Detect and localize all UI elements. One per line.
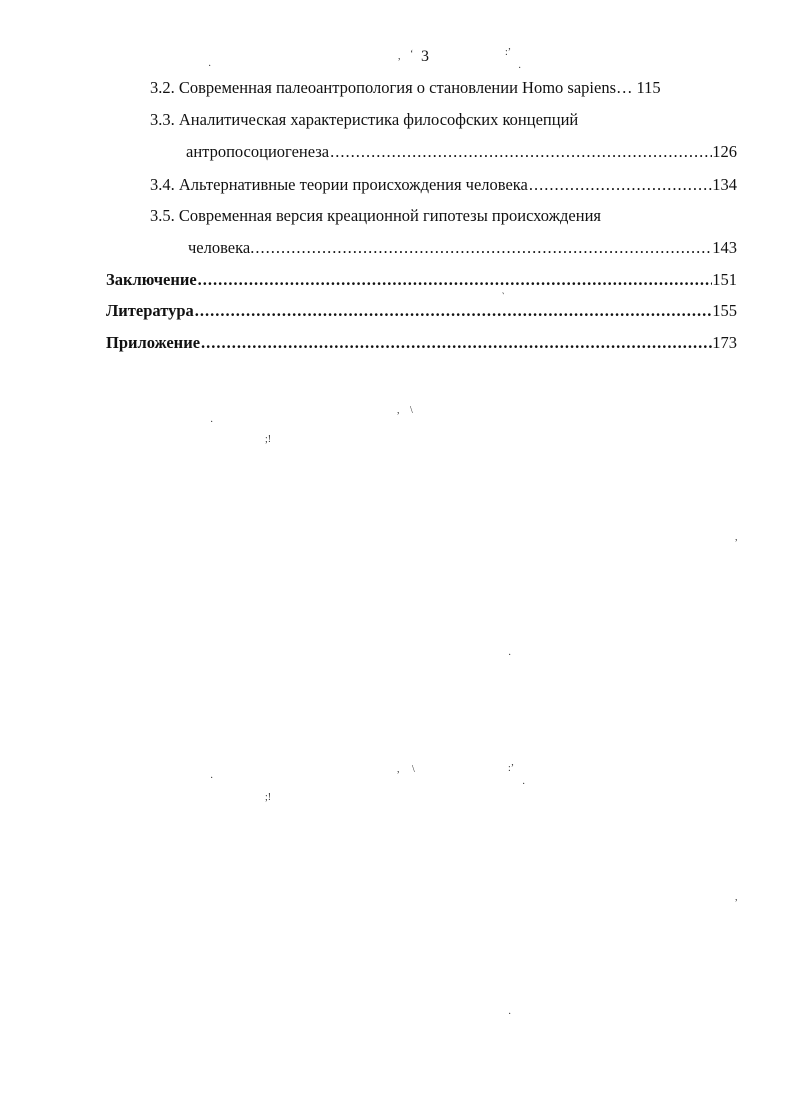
toc-entry-title: 3.3. Аналитическая характеристика философских концепций xyxy=(150,110,579,129)
scan-speck: · xyxy=(208,61,212,72)
toc-entry-3-4 xyxy=(150,175,737,195)
toc-entry-title: 3.5. Современная версия креационной гипотезы происхождения xyxy=(150,206,602,225)
toc-entry-page: 155 xyxy=(712,301,737,320)
toc-entry-title: 3.4. Альтернативные теории происхождения человека xyxy=(150,175,528,194)
scan-speck: , xyxy=(735,892,738,903)
toc-entry-title: человека. xyxy=(188,238,255,257)
toc-entry-appendix xyxy=(106,333,737,353)
scan-speck: :’ xyxy=(508,763,515,774)
scan-speck: ;! xyxy=(265,434,272,445)
scan-speck: · xyxy=(522,779,526,790)
toc-entry-3-5 xyxy=(150,206,737,226)
toc-leader-dots xyxy=(329,142,712,162)
toc-entry-page: 134 xyxy=(712,175,737,194)
toc-entry-page: 151 xyxy=(712,270,737,289)
scan-speck: · xyxy=(210,773,214,784)
scan-speck: :’ xyxy=(505,47,512,58)
toc-entry-title: 3.2. Современная палеоантропология о становлении Homo sapiens… xyxy=(150,78,633,97)
toc-entry-title: Заключение xyxy=(106,270,197,289)
toc-entry-title: Литература xyxy=(106,301,194,320)
scan-speck: , xyxy=(735,532,738,543)
toc-entry-3-3 xyxy=(150,110,735,130)
toc-leader-dots xyxy=(197,270,713,290)
scan-speck: \ xyxy=(410,405,413,416)
toc-entry-title: Приложение xyxy=(106,333,201,352)
toc-entry-3-3-cont xyxy=(186,142,737,162)
toc-entry-page: 173 xyxy=(712,333,737,352)
scan-speck: · xyxy=(518,63,522,74)
toc-entry-3-2 xyxy=(150,78,735,98)
scan-speck: ‵ xyxy=(502,292,505,303)
toc-entry-page: 115 xyxy=(636,78,661,97)
toc-entry-page: 143 xyxy=(712,238,737,257)
scan-speck: · xyxy=(508,1009,512,1020)
toc-leader-dots xyxy=(528,175,712,195)
scan-speck: , xyxy=(398,51,401,62)
toc-entry-3-5-cont xyxy=(188,238,737,258)
scan-speck: , xyxy=(397,764,400,775)
toc-leader-dots xyxy=(200,333,712,353)
scan-speck: ‘ xyxy=(410,49,414,60)
toc-leader-dots xyxy=(194,301,712,321)
scan-speck: · xyxy=(508,650,512,661)
toc-entry-title: антропосоциогенеза xyxy=(186,142,330,161)
toc-entry-page: 126 xyxy=(712,142,737,161)
scan-speck: \ xyxy=(412,764,415,775)
toc-entry-literature xyxy=(106,301,737,321)
scan-speck: ;! xyxy=(265,792,272,803)
scan-speck: , xyxy=(397,405,400,416)
page-number: 3 xyxy=(421,48,429,65)
toc-leader-dots xyxy=(254,238,712,258)
toc-entry-conclusion xyxy=(106,270,737,290)
scan-speck: · xyxy=(210,417,214,428)
